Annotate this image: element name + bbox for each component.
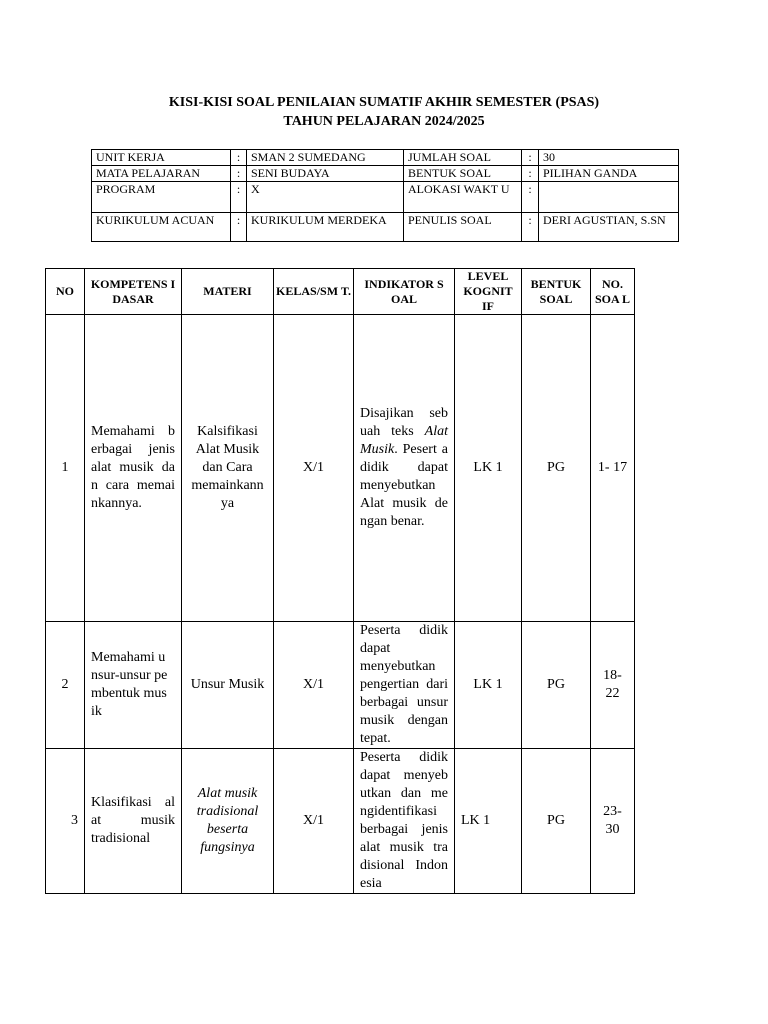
info-colon: : <box>231 166 247 182</box>
indikator-text: . Pesert a didik dapat menyebutkan Alat musik de ngan benar. <box>360 442 448 529</box>
info-row <box>92 182 679 213</box>
document-title: KISI-KISI SOAL PENILAIAN SUMATIF AKHIR SEMESTER (PSAS) <box>168 95 600 110</box>
cell-indikator: Peserta didik dapat menyebutkan pengertian dari berbagai unsur musik dengan tepat. <box>354 622 455 749</box>
info-colon: : <box>231 182 247 213</box>
info-label: MATA PELAJARAN <box>92 166 231 182</box>
cell-indikator: Peserta didik dapat menyeb utkan dan me ngidentifikasi berbagai jenis alat musik tra disional Indon esia <box>354 749 455 894</box>
cell-level: LK 1 <box>455 622 522 749</box>
cell-no-soal: 18- 22 <box>591 622 635 749</box>
cell-no: 3 <box>46 749 85 894</box>
info-value: X <box>247 182 404 213</box>
info-value: SMAN 2 SUMEDANG <box>247 150 404 166</box>
cell-no-soal: 1- 17 <box>591 315 635 622</box>
cell-materi: Kalsifikasi Alat Musik dan Cara memainkann ya <box>182 315 274 622</box>
info-colon: : <box>522 213 539 242</box>
info-label: KURIKULUM ACUAN <box>92 213 231 242</box>
info-value: PILIHAN GANDA <box>539 166 679 182</box>
info-colon: : <box>231 150 247 166</box>
cell-kompetensi-dasar: Memahami u nsur-unsur pe mbentuk mus ik <box>85 622 182 749</box>
info-row <box>92 150 679 166</box>
info-label: BENTUK SOAL <box>404 166 522 182</box>
info-value <box>539 182 679 213</box>
info-value: DERI AGUSTIAN, S.SN <box>539 213 679 242</box>
info-value: KURIKULUM MERDEKA <box>247 213 404 242</box>
cell-bentuk: PG <box>522 315 591 622</box>
table-header-row <box>46 269 635 315</box>
cell-level: LK 1 <box>455 315 522 622</box>
header-kelas: KELAS/SM T. <box>274 269 354 315</box>
info-label: PENULIS SOAL <box>404 213 522 242</box>
table-row <box>46 622 635 749</box>
cell-kelas: X/1 <box>274 749 354 894</box>
cell-bentuk: PG <box>522 622 591 749</box>
indikator-text: Disajikan seb uah teks <box>360 406 448 439</box>
info-label: PROGRAM <box>92 182 231 213</box>
cell-kelas: X/1 <box>274 622 354 749</box>
cell-no: 1 <box>46 315 85 622</box>
header-kompetensi-dasar: KOMPETENS I DASAR <box>85 269 182 315</box>
header-level-kognitif: LEVEL KOGNIT IF <box>455 269 522 315</box>
cell-materi: Alat musik tradisional beserta fungsinya <box>182 749 274 894</box>
header-no: NO <box>46 269 85 315</box>
kisi-kisi-table <box>45 268 635 894</box>
header-bentuk-soal: BENTUK SOAL <box>522 269 591 315</box>
info-value: SENI BUDAYA <box>247 166 404 182</box>
info-label: ALOKASI WAKT U <box>404 182 522 213</box>
cell-materi: Unsur Musik <box>182 622 274 749</box>
table-row <box>46 749 635 894</box>
cell-no: 2 <box>46 622 85 749</box>
header-indikator: INDIKATOR S OAL <box>354 269 455 315</box>
info-row <box>92 166 679 182</box>
header-no-soal: NO. SOA L <box>591 269 635 315</box>
table-row <box>46 315 635 622</box>
cell-no-soal: 23- 30 <box>591 749 635 894</box>
info-colon: : <box>522 182 539 213</box>
header-materi: MATERI <box>182 269 274 315</box>
info-row <box>92 213 679 242</box>
document-subtitle: TAHUN PELAJARAN 2024/2025 <box>283 114 485 129</box>
cell-bentuk: PG <box>522 749 591 894</box>
info-table <box>91 149 679 242</box>
info-label: UNIT KERJA <box>92 150 231 166</box>
cell-kompetensi-dasar: Memahami b erbagai jenis alat musik da n cara memai nkannya. <box>85 315 182 622</box>
indikator-emphasis: Alat Musik <box>360 424 448 457</box>
info-colon: : <box>522 150 539 166</box>
info-label: JUMLAH SOAL <box>404 150 522 166</box>
cell-kompetensi-dasar: Klasifikasi al at musik tradisional <box>85 749 182 894</box>
cell-kelas: X/1 <box>274 315 354 622</box>
info-colon: : <box>522 166 539 182</box>
info-value: 30 <box>539 150 679 166</box>
cell-level: LK 1 <box>455 749 522 894</box>
cell-indikator <box>354 315 455 622</box>
info-colon: : <box>231 213 247 242</box>
